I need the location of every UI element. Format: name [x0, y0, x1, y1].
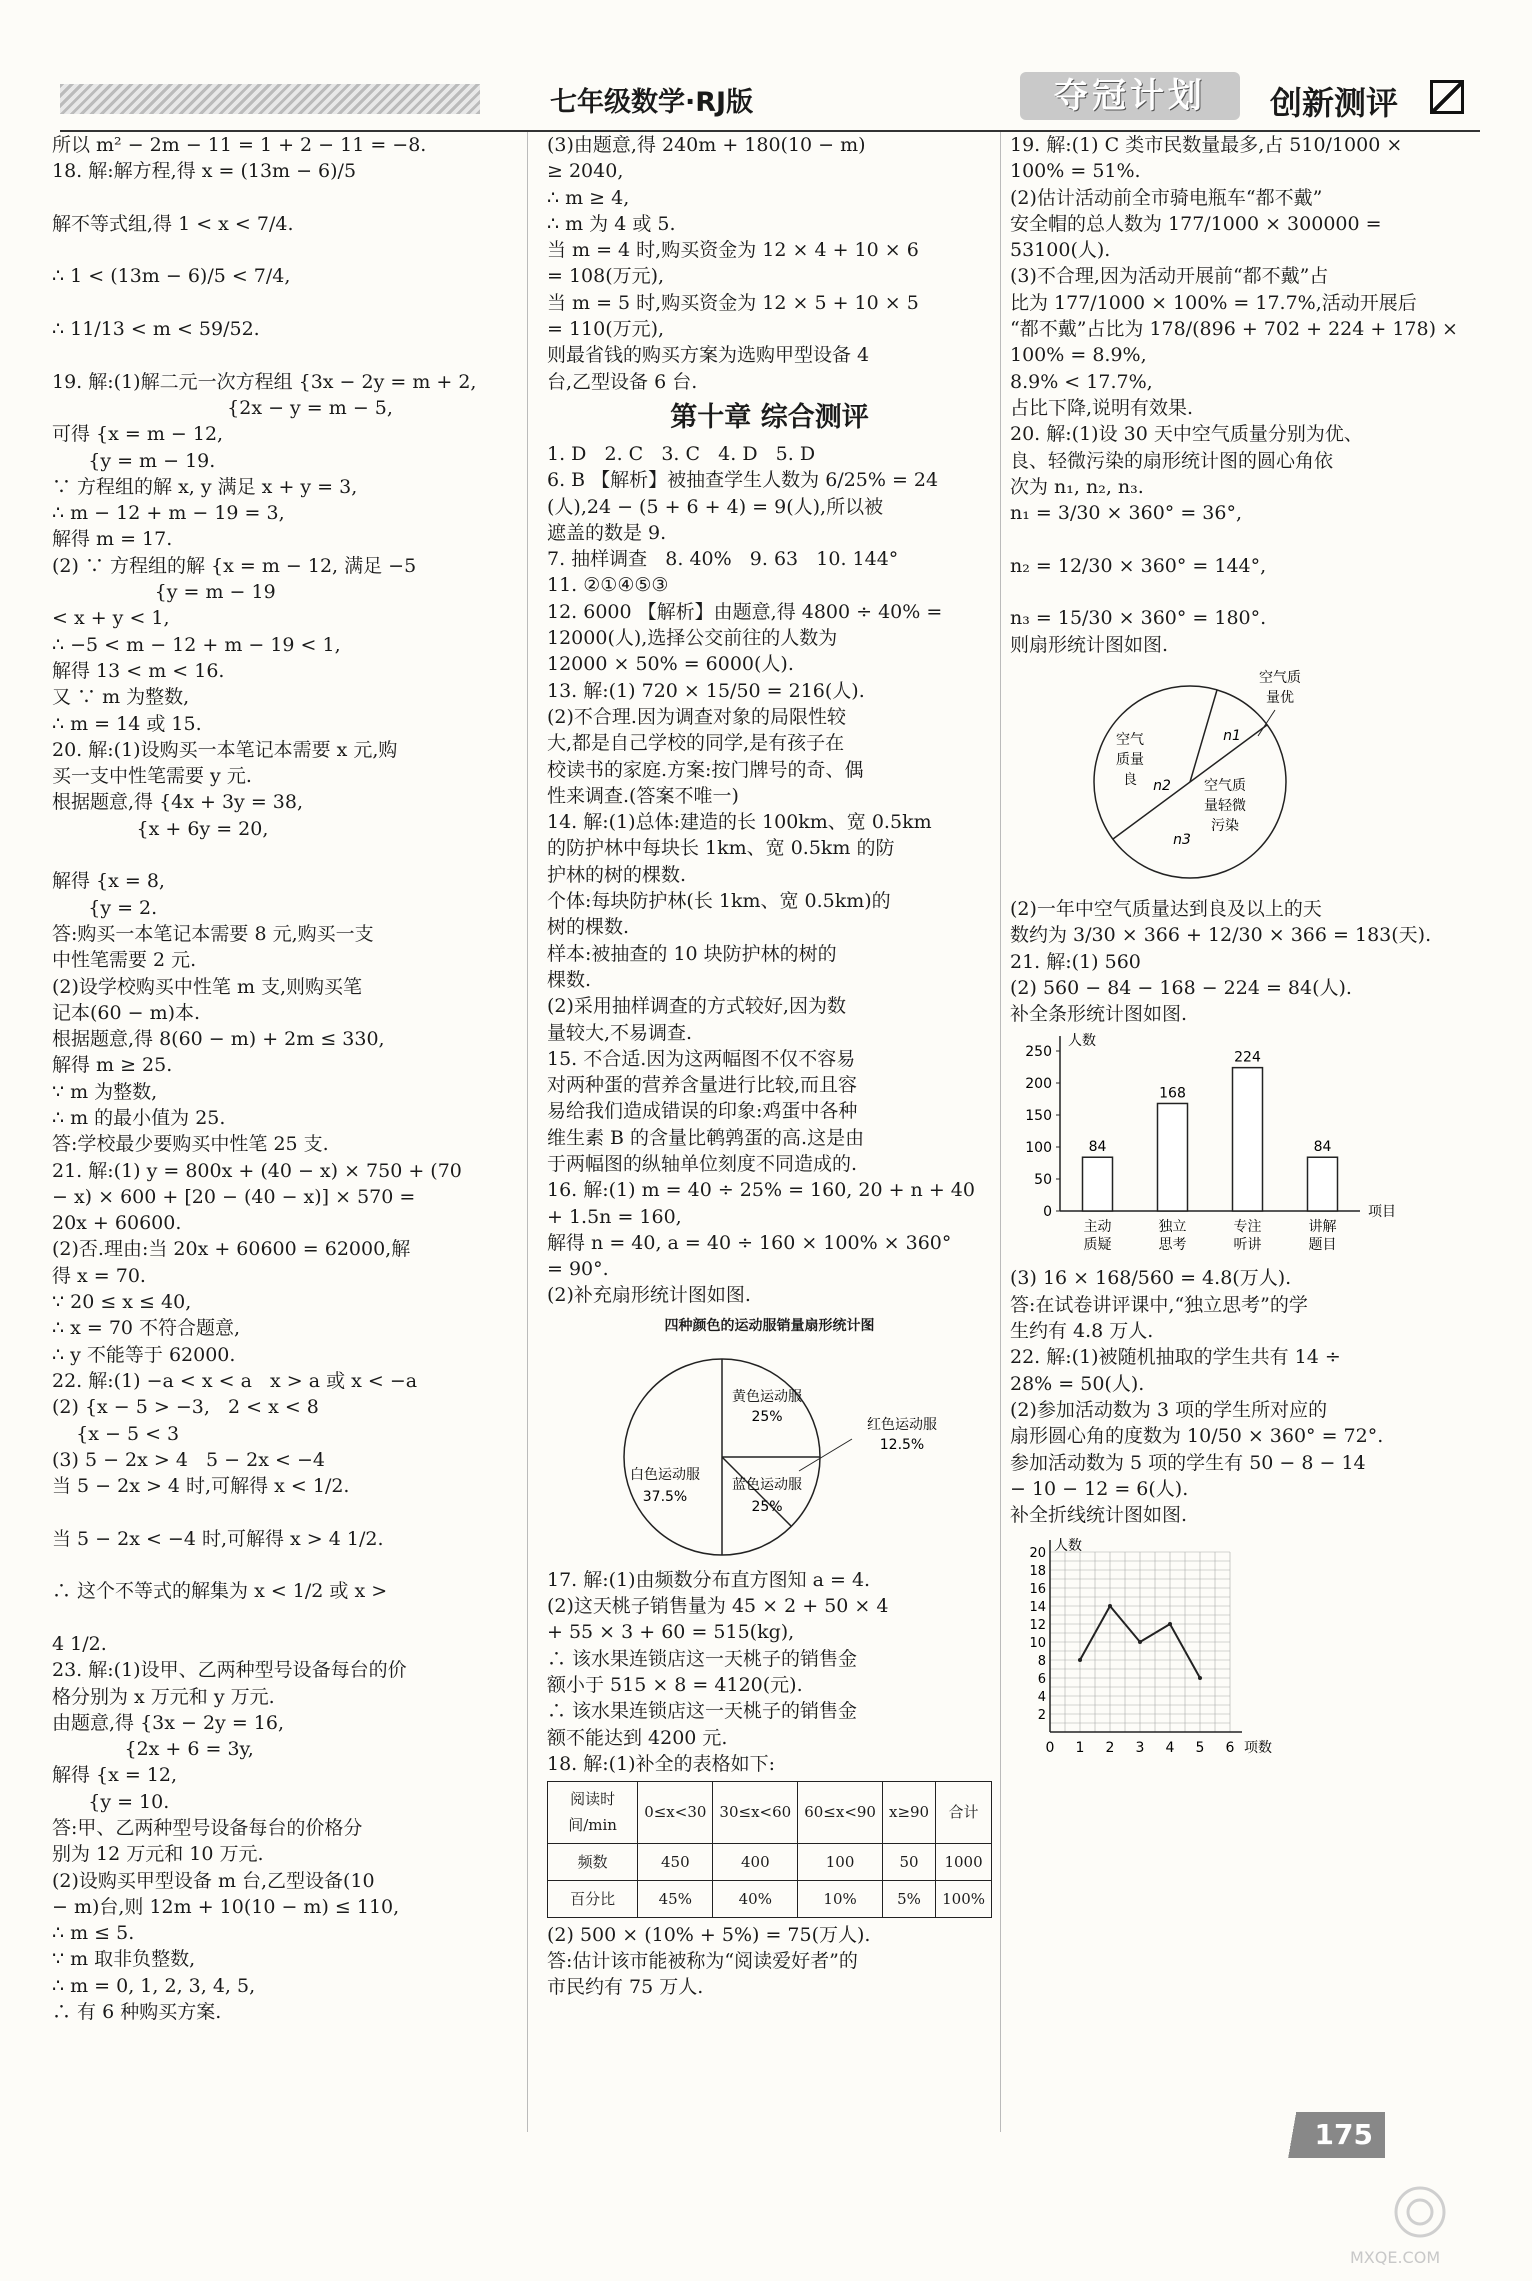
x-tick-label: 2 [1105, 1740, 1115, 1757]
line-chart-svg [1010, 1532, 1480, 1762]
text-line: 于两幅图的纵轴单位刻度不同造成的. [547, 1152, 858, 1175]
text-line: (3) 5 − 2x > 4 5 − 2x < −4 [52, 1448, 325, 1471]
pie-chart-svg [547, 1339, 992, 1564]
slice-label-red: 红色运动服 [867, 1417, 937, 1434]
header-decoration [60, 84, 480, 114]
table-header-row [548, 1782, 992, 1844]
text-line: (2)估计活动前全市骑电瓶车“都不戴” [1010, 186, 1323, 209]
text-line: 大,都是自己学校的同学,是有孩子在 [547, 732, 845, 755]
text-line: 解得 13 < m < 16. [52, 659, 225, 682]
text-line: 买一支中性笔需要 y 元. [52, 765, 252, 788]
slice-label-light: 量轻微 [1204, 797, 1246, 814]
slice-label-yellow: 黄色运动服 [732, 1389, 802, 1406]
x-tick-label: 质疑 [1083, 1237, 1112, 1254]
text-line: = 110(万元), [547, 318, 665, 341]
brand-logo: 夺冠计划 [1020, 72, 1240, 120]
table-cell: 百分比 [548, 1880, 638, 1917]
table-header-cell: 0≤x<30 [638, 1782, 713, 1844]
series-mark-icon [1430, 80, 1464, 114]
column-divider [1000, 132, 1001, 2132]
text-line: (3)不合理,因为活动开展前“都不戴”占 [1010, 265, 1329, 288]
text-line: 8.9% < 17.7%, [1010, 370, 1153, 393]
text-line: 护林的树的棵数. [547, 863, 687, 886]
data-point [1138, 1640, 1142, 1644]
watermark-text: MXQE.COM [1350, 2248, 1441, 2267]
text-line: 根据题意,得 {4x + 3y = 38, [52, 791, 304, 814]
text-line [52, 185, 497, 211]
text-line: 20x + 60600. [52, 1212, 182, 1235]
page-number: 175 [1275, 2112, 1385, 2158]
text-line: ∴ m = 14 或 15. [52, 712, 202, 735]
pie-divider [1190, 690, 1217, 782]
angle-n3: n3 [1173, 831, 1191, 848]
text-line: 可得 {x = m − 12, [52, 423, 224, 446]
text-line: 21. 解:(1) y = 800x + (40 − x) × 750 + (70 [52, 1159, 462, 1182]
text-line: (2)这天桃子销售量为 45 × 2 + 50 × 4 [547, 1595, 889, 1618]
text-line: 当 5 − 2x < −4 时,可解得 x > 4 1/2. [52, 1527, 384, 1550]
text-line [52, 842, 497, 868]
x-tick-label: 专注 [1233, 1219, 1262, 1236]
text-line: ∴ m ≥ 4, [547, 186, 630, 209]
text-line: {y = 10. [52, 1790, 170, 1813]
text-line: n₂ = 12/30 × 360° = 144°, [1010, 554, 1267, 577]
text-line: 当 5 − 2x > 4 时,可解得 x < 1/2. [52, 1475, 350, 1498]
text-line: 补全折线统计图如图. [1010, 1504, 1188, 1527]
text-line: {y = m − 19. [52, 449, 216, 472]
frequency-table [547, 1781, 992, 1918]
text-line: 台,乙型设备 6 台. [547, 370, 698, 393]
text-line: 又 ∵ m 为整数, [52, 686, 190, 709]
x-axis-label: 项数 [1244, 1740, 1272, 1757]
text-line: 19. 解:(1) C 类市民数量最多,占 510/1000 × [1010, 134, 1403, 156]
text-line: 良、轻微污染的扇形统计图的圆心角依 [1010, 449, 1334, 472]
table-row [548, 1843, 992, 1880]
text-line: 所以 m² − 2m − 11 = 1 + 2 − 11 = −8. [52, 134, 427, 156]
x-tick-label: 4 [1165, 1740, 1175, 1757]
y-tick-label: 100 [1025, 1140, 1052, 1157]
y-tick-label: 14 [1029, 1600, 1046, 1616]
text-line: 解得 {x = 12, [52, 1764, 178, 1787]
text-line: 记本(60 − m)本. [52, 1001, 201, 1024]
text-line: 解得 {x = 8, [52, 870, 165, 893]
text-line: {x + 6y = 20, [52, 817, 269, 840]
table-row [548, 1880, 992, 1917]
answer-column-1 [52, 132, 497, 2025]
bar-chart-svg [1010, 1031, 1480, 1261]
x-tick-label: 主动 [1083, 1219, 1112, 1236]
text-line: 额不能达到 4200 元. [547, 1726, 728, 1749]
table-cell: 40% [713, 1880, 798, 1917]
text-line: 17. 解:(1)由频数分布直方图知 a = 4. [547, 1568, 871, 1591]
text-line [1010, 526, 1480, 552]
slice-label-white: 白色运动服 [630, 1467, 700, 1484]
text-line: 则扇形统计图如图. [1010, 633, 1169, 656]
table-cell: 5% [882, 1880, 935, 1917]
text-line: 市民约有 75 万人. [547, 1976, 704, 1999]
text-line: 解得 n = 40, a = 40 ÷ 160 × 100% × 360° [547, 1231, 952, 1254]
text-line: “都不戴”占比为 178/(896 + 702 + 224 + 178) × [1010, 318, 1458, 341]
table-header-cell: 30≤x<60 [713, 1782, 798, 1844]
x-tick-label: 0 [1045, 1740, 1055, 1757]
y-tick-label: 150 [1025, 1108, 1052, 1125]
table-cell: 10% [798, 1880, 883, 1917]
text-line: 100% = 51%. [1010, 160, 1141, 183]
text-line: = 90°. [547, 1258, 609, 1281]
text-line: 数约为 3/30 × 366 + 12/30 × 366 = 183(天). [1010, 924, 1432, 947]
text-line: ∵ 20 ≤ x ≤ 40, [52, 1291, 192, 1314]
book-title: 七年级数学·RJ版 [550, 87, 754, 118]
text-line: 得 x = 70. [52, 1264, 146, 1287]
table-cell: 45% [638, 1880, 713, 1917]
text-line: 次为 n₁, n₂, n₃. [1010, 475, 1144, 498]
text-line: (2)否.理由:当 20x + 60600 = 62000,解 [52, 1238, 411, 1261]
text-line: 则最省钱的购买方案为选购甲型设备 4 [547, 344, 870, 367]
y-tick-label: 18 [1029, 1564, 1046, 1580]
pie-chart-20 [1010, 662, 1480, 892]
y-tick-label: 12 [1029, 1618, 1046, 1634]
slice-label-good: 良 [1123, 771, 1137, 788]
table-header-cell: 合计 [936, 1782, 992, 1844]
bar [1308, 1158, 1338, 1212]
text-line: ∴ 有 6 种购买方案. [52, 2001, 222, 2024]
text-line: {2x + 6 = 3y, [52, 1738, 254, 1761]
text-line: (2) ∵ 方程组的解 {x = m − 12, 满足 −5 [52, 554, 417, 577]
text-line: 额小于 515 × 8 = 4120(元). [547, 1673, 803, 1696]
text-line: − x) × 600 + [20 − (40 − x)] × 570 = [52, 1185, 416, 1208]
table-cell: 100% [936, 1880, 992, 1917]
text-line: 量较大,不易调查. [547, 1021, 693, 1044]
bar [1083, 1158, 1113, 1212]
text-line: 根据题意,得 8(60 − m) + 2m ≤ 330, [52, 1028, 385, 1051]
table-cell: 100 [798, 1843, 883, 1880]
text-line: ∴ 该水果连锁店这一天桃子的销售金 [547, 1700, 858, 1723]
text-line: (人),24 − (5 + 6 + 4) = 9(人),所以被 [547, 495, 884, 518]
text-line: ∴ m = 0, 1, 2, 3, 4, 5, [52, 1974, 256, 1997]
table-header-cell: 阅读时间/min [548, 1782, 638, 1844]
pie-chart-16 [547, 1313, 992, 1563]
y-tick-label: 0 [1043, 1204, 1052, 1221]
x-tick-label: 3 [1135, 1740, 1145, 1757]
table-header-cell: x≥90 [882, 1782, 935, 1844]
text-line: (2) {x − 5 > −3, 2 < x < 8 [52, 1396, 319, 1419]
text-line: 100% = 8.9%, [1010, 344, 1147, 367]
text-line: (2)采用抽样调查的方式较好,因为数 [547, 995, 846, 1018]
text-line: 解得 m ≥ 25. [52, 1054, 173, 1077]
text-line: 18. 解:解方程,得 x = (13m − 6)/5 [52, 160, 357, 183]
text-line: 棵数. [547, 968, 592, 991]
text-line: ≥ 2040, [547, 160, 624, 183]
text-line: 11. ②①④⑤③ [547, 574, 669, 597]
y-axis-label: 人数 [1054, 1538, 1082, 1555]
text-line [52, 342, 497, 368]
chapter-title: 第十章 综合测评 [670, 401, 869, 433]
text-line: ∵ 方程组的解 x, y 满足 x + y = 3, [52, 475, 358, 498]
text-line: 12. 6000 【解析】由题意,得 4800 ÷ 40% = [547, 600, 943, 623]
text-line: ∴ 该水果连锁店这一天桃子的销售金 [547, 1647, 858, 1670]
y-tick-label: 2 [1037, 1708, 1046, 1724]
text-line: (2) 500 × (10% + 5%) = 75(万人). [547, 1923, 871, 1946]
slice-label-light: 空气质 [1204, 777, 1246, 794]
text-line: ∴ m 为 4 或 5. [547, 212, 676, 235]
y-tick-label: 50 [1034, 1172, 1052, 1189]
text-line: 22. 解:(1)被随机抽取的学生共有 14 ÷ [1010, 1346, 1341, 1369]
text-line: − 10 − 12 = 6(人). [1010, 1477, 1189, 1500]
text-line: 答:估计该市能被称为“阅读爱好者”的 [547, 1950, 858, 1973]
text-line: ∴ m − 12 + m − 19 = 3, [52, 502, 285, 525]
text-line: 安全帽的总人数为 177/1000 × 300000 = [1010, 212, 1382, 235]
y-tick-label: 250 [1025, 1044, 1052, 1061]
slice-label-blue: 蓝色运动服 [732, 1477, 802, 1494]
y-tick-label: 16 [1029, 1582, 1046, 1598]
slice-label-good: 质量 [1116, 751, 1144, 768]
text-line: (2)不合理.因为调查对象的局限性较 [547, 705, 846, 728]
text-line: 13. 解:(1) 720 × 15/50 = 216(人). [547, 679, 865, 702]
data-point [1108, 1604, 1112, 1608]
text-line: 由题意,得 {3x − 2y = 16, [52, 1711, 285, 1734]
text-line: (2)设购买甲型设备 m 台,乙型设备(10 [52, 1869, 375, 1892]
text-line: 22. 解:(1) −a < x < a x > a 或 x < −a [52, 1369, 418, 1392]
text-line: 14. 解:(1)总体:建造的长 100km、宽 0.5km [547, 811, 932, 834]
text-line: {x − 5 < 3 [52, 1422, 180, 1445]
text-line: 生约有 4.8 万人. [1010, 1320, 1154, 1343]
slice-label-light: 污染 [1211, 817, 1239, 834]
text-line: 遮盖的数是 9. [547, 521, 667, 544]
text-line: ∴ m ≤ 5. [52, 1922, 135, 1945]
pie-leader-line [799, 1439, 852, 1471]
x-tick-label: 题目 [1308, 1237, 1337, 1254]
text-line: 校读书的家庭.方案:按门牌号的奇、偶 [547, 758, 864, 781]
slice-pct-yellow: 25% [751, 1409, 783, 1426]
x-tick-label: 1 [1075, 1740, 1085, 1757]
angle-n2: n2 [1153, 777, 1171, 794]
text-line: 当 m = 4 时,购买资金为 12 × 4 + 10 × 6 [547, 239, 919, 262]
text-line: 19. 解:(1)解二元一次方程组 {3x − 2y = m + 2, [52, 370, 477, 393]
text-line [1010, 579, 1480, 605]
text-line: 个体:每块防护林(长 1km、宽 0.5km)的 [547, 890, 891, 913]
text-line: ∴ 1 < (13m − 6)/5 < 7/4, [52, 265, 291, 288]
text-line: 样本:被抽查的 10 块防护林的树的 [547, 942, 837, 965]
watermark-logo-icon [1360, 2180, 1480, 2240]
y-tick-label: 10 [1029, 1636, 1046, 1652]
bar [1233, 1068, 1263, 1211]
text-line: 性来调查.(答案不唯一) [547, 784, 739, 807]
text-line: 4 1/2. [52, 1632, 107, 1655]
text-line: 21. 解:(1) 560 [1010, 950, 1141, 973]
text-line: (2)一年中空气质量达到良及以上的天 [1010, 897, 1322, 920]
x-tick-label: 6 [1225, 1740, 1235, 1757]
text-line: 扇形圆心角的度数为 10/50 × 360° = 72°. [1010, 1425, 1384, 1448]
text-line: 28% = 50(人). [1010, 1372, 1145, 1395]
text-line: 中性笔需要 2 元. [52, 949, 197, 972]
text-line: {y = m − 19 [52, 581, 276, 604]
text-line: {y = 2. [52, 896, 158, 919]
text-line: − m)台,则 12m + 10(10 − m) ≤ 110, [52, 1895, 400, 1918]
watermark [1320, 2180, 1520, 2270]
text-line: 答:甲、乙两种型号设备每台的价格分 [52, 1817, 363, 1839]
text-line: 12000(人),选择公交前往的人数为 [547, 627, 838, 650]
text-line: 15. 不合适.因为这两幅图不仅不容易 [547, 1047, 856, 1070]
text-line: 23. 解:(1)设甲、乙两种型号设备每台的价 [52, 1659, 407, 1682]
air-quality-pie-svg [1010, 662, 1480, 892]
text-line: ∴ x = 70 不符合题意, [52, 1317, 241, 1340]
bar [1158, 1104, 1188, 1212]
text-line: + 55 × 3 + 60 = 515(kg), [547, 1621, 795, 1644]
text-line: ∵ m 取非负整数, [52, 1948, 196, 1971]
table-cell: 1000 [936, 1843, 992, 1880]
text-line: 的防护林中每块长 1km、宽 0.5km 的防 [547, 837, 895, 860]
y-tick-label: 4 [1037, 1690, 1046, 1706]
text-line: 当 m = 5 时,购买资金为 12 × 5 + 10 × 5 [547, 291, 919, 314]
text-line: ∴ 这个不等式的解集为 x < 1/2 或 x > [52, 1580, 388, 1603]
x-tick-label: 思考 [1158, 1237, 1187, 1254]
text-line: (2)设学校购买中性笔 m 支,则购买笔 [52, 975, 363, 998]
text-line: 补全条形统计图如图. [1010, 1003, 1188, 1026]
x-tick-label: 听讲 [1233, 1237, 1262, 1254]
pie-caption: 四种颜色的运动服销量扇形统计图 [664, 1317, 875, 1334]
text-line: 6. B 【解析】被抽查学生人数为 6/25% = 24 [547, 469, 939, 492]
text-line: 对两种蛋的营养含量进行比较,而且容 [547, 1074, 858, 1097]
column-divider [527, 132, 528, 2132]
slice-pct-white: 37.5% [642, 1489, 688, 1506]
y-tick-label: 8 [1037, 1654, 1046, 1670]
text-line: = 108(万元), [547, 265, 665, 288]
page-header [60, 68, 1480, 132]
text-line: + 1.5n = 160, [547, 1205, 682, 1228]
table-cell: 400 [713, 1843, 798, 1880]
text-line: (3)由题意,得 240m + 180(10 − m) [547, 134, 866, 156]
bar-chart-21 [1010, 1031, 1480, 1261]
slice-pct-blue: 25% [751, 1499, 783, 1516]
text-line: n₁ = 3/30 × 360° = 36°, [1010, 502, 1242, 525]
text-line: ∴ −5 < m − 12 + m − 19 < 1, [52, 633, 341, 656]
data-point [1078, 1658, 1082, 1662]
bar-data-label: 84 [1313, 1139, 1332, 1156]
text-line [52, 1605, 497, 1631]
text-line: 参加活动数为 5 项的学生有 50 − 8 − 14 [1010, 1451, 1366, 1474]
text-line: 答:在试卷讲评课中,“独立思考”的学 [1010, 1293, 1308, 1316]
text-line: 维生素 B 的含量比鹌鹑蛋的高.这是由 [547, 1126, 865, 1149]
text-line: 解不等式组,得 1 < x < 7/4. [52, 212, 294, 235]
text-line: 树的棵数. [547, 916, 630, 939]
x-tick-label: 讲解 [1308, 1219, 1337, 1236]
table-cell: 50 [882, 1843, 935, 1880]
data-point [1168, 1622, 1172, 1626]
table-header-cell: 60≤x<90 [798, 1782, 883, 1844]
data-point [1198, 1676, 1202, 1680]
series-title: 创新测评 [1270, 84, 1399, 122]
bar-data-label: 224 [1234, 1050, 1261, 1067]
text-line: 12000 × 50% = 6000(人). [547, 653, 794, 676]
text-line: ∴ m 的最小值为 25. [52, 1106, 226, 1129]
text-line: {2x − y = m − 5, [52, 396, 393, 419]
y-tick-label: 6 [1037, 1672, 1046, 1688]
text-line: 20. 解:(1)设 30 天中空气质量分别为优、 [1010, 423, 1363, 446]
text-line: 易给我们造成错误的印象:鸡蛋中各种 [547, 1100, 858, 1123]
bar-data-label: 84 [1088, 1139, 1107, 1156]
text-line: (2) 560 − 84 − 168 − 224 = 84(人). [1010, 976, 1352, 999]
text-line: 解得 m = 17. [52, 528, 173, 551]
text-line: 18. 解:(1)补全的表格如下: [547, 1752, 775, 1775]
text-line: 比为 177/1000 × 100% = 17.7%,活动开展后 [1010, 291, 1417, 314]
text-line: (3) 16 × 168/560 = 4.8(万人). [1010, 1267, 1292, 1290]
text-line: ∴ 11/13 < m < 59/52. [52, 318, 260, 341]
x-axis-label: 项目 [1368, 1204, 1396, 1221]
y-tick-label: 200 [1025, 1076, 1052, 1093]
slice-label-excellent: 量优 [1266, 689, 1294, 706]
x-tick-label: 独立 [1158, 1219, 1187, 1236]
text-line: 格分别为 x 万元和 y 万元. [52, 1685, 275, 1708]
y-axis-label: 人数 [1068, 1033, 1096, 1050]
text-line [52, 237, 497, 263]
text-line: (2)补充扇形统计图如图. [547, 1284, 751, 1307]
text-line: 1. D 2. C 3. C 4. D 5. D [547, 442, 816, 465]
text-line: 16. 解:(1) m = 40 ÷ 25% = 160, 20 + n + 40 [547, 1179, 975, 1202]
text-line [52, 1499, 497, 1525]
text-line [52, 290, 497, 316]
slice-pct-red: 12.5% [879, 1437, 925, 1454]
text-line: 53100(人). [1010, 239, 1111, 262]
text-line: 别为 12 万元和 10 万元. [52, 1843, 264, 1866]
table-cell: 频数 [548, 1843, 638, 1880]
text-line [52, 1552, 497, 1578]
text-line: ∴ y 不能等于 62000. [52, 1343, 236, 1366]
answer-column-3 [1010, 132, 1480, 1766]
text-line: 占比下降,说明有效果. [1010, 396, 1194, 419]
text-line: 答:学校最少要购买中性笔 25 支. [52, 1133, 329, 1156]
text-line: 7. 抽样调查 8. 40% 9. 63 10. 144° [547, 548, 899, 571]
text-line: (2)参加活动数为 3 项的学生所对应的 [1010, 1398, 1328, 1421]
text-line: n₃ = 15/30 × 360° = 180°. [1010, 607, 1267, 630]
line-chart-22 [1010, 1532, 1480, 1762]
answer-column-2 [547, 132, 992, 2001]
slice-label-excellent: 空气质 [1259, 669, 1301, 686]
x-tick-label: 5 [1195, 1740, 1205, 1757]
text-line: 答:购买一本笔记本需要 8 元,购买一支 [52, 922, 374, 945]
text-line: 20. 解:(1)设购买一本笔记本需要 x 元,购 [52, 738, 398, 761]
y-tick-label: 20 [1029, 1546, 1046, 1562]
slice-label-good: 空气 [1116, 731, 1144, 748]
text-line: < x + y < 1, [52, 607, 170, 630]
bar-data-label: 168 [1159, 1085, 1186, 1102]
table-cell: 450 [638, 1843, 713, 1880]
angle-n1: n1 [1223, 727, 1241, 744]
text-line: ∵ m 为整数, [52, 1080, 158, 1103]
